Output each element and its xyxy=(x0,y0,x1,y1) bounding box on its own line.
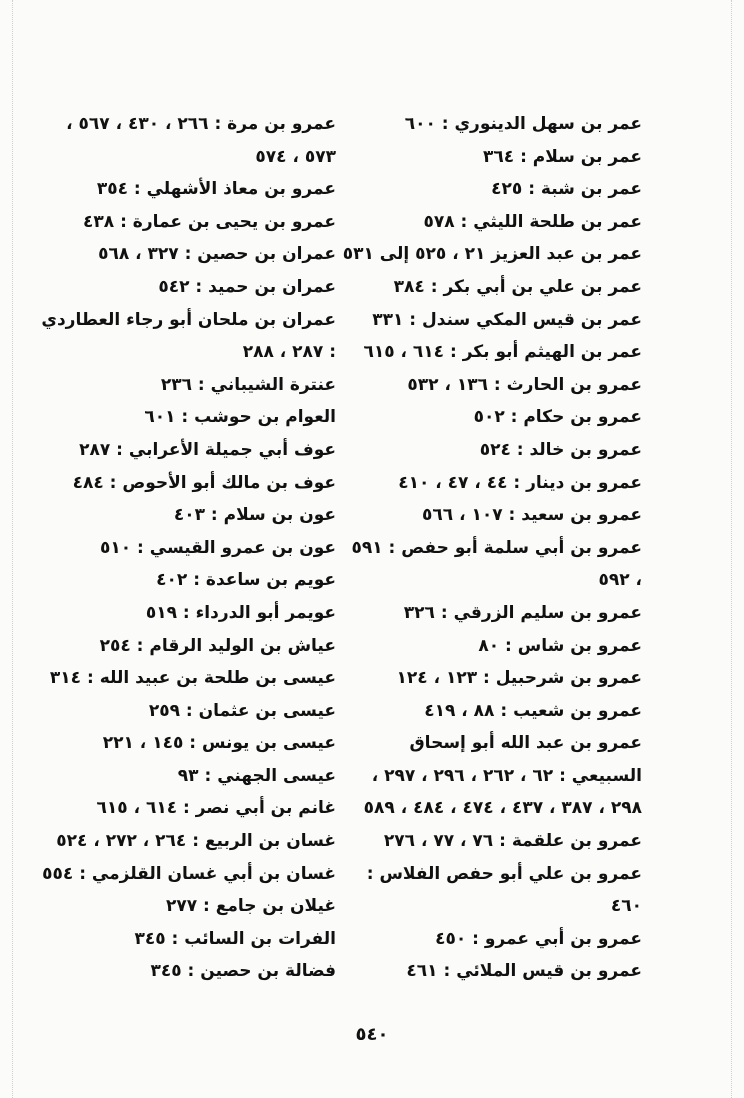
index-column-right xyxy=(342,108,642,988)
index-entry: عمران بن حميد : ٥٤٢ xyxy=(158,276,336,297)
index-entry: عمرو بن حكام : ٥٠٢ xyxy=(473,407,642,428)
index-entry: عمر بن قيس المكي سندل : ٣٣١ xyxy=(372,309,642,330)
index-entry: عمرو بن قيس الملائي : ٤٦١ xyxy=(406,961,642,982)
index-entry: عيسى بن يونس : ١٤٥ ، ٢٢١ xyxy=(102,733,336,754)
index-entry: عمرو بن معاذ الأشهلي : ٣٥٤ xyxy=(96,179,336,200)
index-entry: عويم بن ساعدة : ٤٠٢ xyxy=(156,570,336,591)
index-entry: عمرو بن أبي سلمة أبو حفص : ٥٩١ ، ٥٩٢ xyxy=(351,537,642,591)
index-entry: عوف أبي جميلة الأعرابي : ٢٨٧ xyxy=(79,439,336,460)
index-entry: عمر بن سلام : ٣٦٤ xyxy=(483,146,642,167)
index-entry: عمرو بن خالد : ٥٢٤ xyxy=(479,439,642,460)
index-entry: عياش بن الوليد الرقام : ٢٥٤ xyxy=(99,635,336,656)
index-entry: عمرو بن عبد الله أبو إسحاق السبيعي : ٦٢ ، ٢٦٢ ، ٢٩٦ ، ٢٩٧ ، ٢٩٨ ، ٣٨٧ ، ٤٣٧ ، ٤٧٤ ، ٤٨٤ ، ٥٨٩ xyxy=(363,733,642,819)
index-entry: عمرو بن مرة : ٢٦٦ ، ٤٣٠ ، ٥٦٧ ، ٥٧٣ ، ٥٧٤ xyxy=(66,114,336,167)
index-entry: العوام بن حوشب : ٦٠١ xyxy=(144,407,336,428)
index-entry: عوف بن مالك أبو الأحوص : ٤٨٤ xyxy=(72,472,336,493)
index-entry: عنترة الشيباني : ٢٣٦ xyxy=(160,374,336,395)
index-entry: عمرو بن أبي عمرو : ٤٥٠ xyxy=(435,928,642,949)
index-entry: عمرو بن سعيد : ١٠٧ ، ٥٦٦ xyxy=(422,505,642,526)
index-entry: عيسى بن طلحة بن عبيد الله : ٣١٤ xyxy=(49,668,336,689)
index-entry: الفرات بن السائب : ٣٤٥ xyxy=(134,928,336,949)
index-entry: عمران بن حصين : ٣٢٧ ، ٥٦٨ xyxy=(98,244,336,265)
index-entry: غسان بن أبي غسان القلزمي : ٥٥٤ xyxy=(42,863,336,884)
index-entry: عمر بن طلحة الليثي : ٥٧٨ xyxy=(423,211,642,232)
index-entry: عمرو بن شعيب : ٨٨ ، ٤١٩ xyxy=(424,700,642,721)
index-entry: عمرو بن علقمة : ٧٦ ، ٧٧ ، ٢٧٦ xyxy=(383,831,642,852)
index-entry: عمرو بن سليم الزرقي : ٣٢٦ xyxy=(403,602,642,623)
index-entry: عمران بن ملحان أبو رجاء العطاردي : ٢٨٧ ، ٢٨٨ xyxy=(41,309,336,363)
index-entry: غسان بن الربيع : ٢٦٤ ، ٢٧٢ ، ٥٢٤ xyxy=(56,831,336,852)
index-entry: عون بن سلام : ٤٠٣ xyxy=(173,505,336,526)
scan-edge-left xyxy=(12,0,13,1098)
index-entry: عمر بن شبة : ٤٢٥ xyxy=(491,179,642,200)
index-entry: غيلان بن جامع : ٢٧٧ xyxy=(165,896,336,917)
index-entry: عمر بن سهل الدينوري : ٦٠٠ xyxy=(404,114,642,134)
index-entry: عمر بن علي بن أبي بكر : ٣٨٤ xyxy=(393,276,642,297)
index-entry: غانم بن أبي نصر : ٦١٤ ، ٦١٥ xyxy=(96,798,336,819)
index-column-left xyxy=(36,108,336,988)
index-entry: عمرو بن دينار : ٤٤ ، ٤٧ ، ٤١٠ xyxy=(398,472,642,493)
index-entry: عمر بن الهيثم أبو بكر : ٦١٤ ، ٦١٥ xyxy=(363,342,642,363)
index-entry: عمرو بن شرحبيل : ١٢٣ ، ١٢٤ xyxy=(396,668,642,689)
index-entry: عمرو بن شاس : ٨٠ xyxy=(478,635,642,656)
index-entry: عمرو بن الحارث : ١٣٦ ، ٥٣٢ xyxy=(407,374,642,395)
index-entry: عمرو بن يحيى بن عمارة : ٤٣٨ xyxy=(83,211,336,232)
index-entry: عمر بن عبد العزيز ٢١ ، ٥٢٥ إلى ٥٣١ xyxy=(342,244,642,265)
page-number: ٥٤٠ xyxy=(355,1024,389,1045)
index-entry: عيسى الجهني : ٩٣ xyxy=(177,765,336,786)
index-entry: عمرو بن علي أبو حفص الفلاس : ٤٦٠ xyxy=(366,863,642,917)
index-entry: عيسى بن عثمان : ٢٥٩ xyxy=(148,700,336,721)
index-entry: فضالة بن حصين : ٣٤٥ xyxy=(150,961,336,982)
index-entry: عون بن عمرو القيسي : ٥١٠ xyxy=(99,537,336,558)
index-entry: عويمر أبو الدرداء : ٥١٩ xyxy=(145,602,336,623)
scan-edge-right xyxy=(731,0,732,1098)
